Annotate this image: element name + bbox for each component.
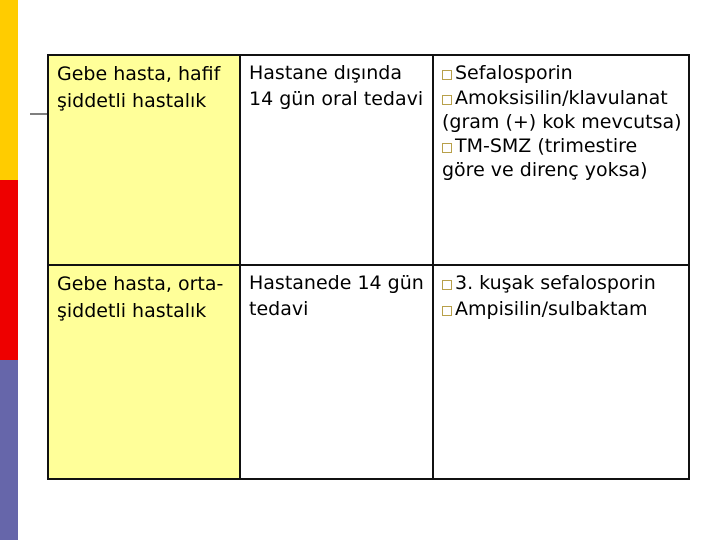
drug-item: TM-SMZ (trimestire göre ve direnç yoksa): [442, 135, 648, 181]
bullet-icon: [442, 280, 452, 290]
treatment-table: [47, 54, 690, 480]
drug-item: Sefalosporin: [442, 60, 682, 86]
accent-bar-purple: [0, 360, 18, 540]
condition-cell: [48, 55, 240, 265]
bullet-icon: [442, 306, 452, 316]
treatment-cell: [240, 55, 433, 265]
treatment-text: Hastanede 14 gün tedavi: [249, 272, 424, 320]
table-row: [48, 55, 689, 265]
drug-item: 3. kuşak sefalosporin: [442, 270, 682, 296]
accent-bar-red: [0, 180, 18, 360]
treatment-text: Hastane dışında 14 gün oral tedavi: [249, 62, 424, 110]
drug-item: Ampisilin/sulbaktam: [442, 296, 682, 322]
condition-text: Gebe hasta, hafif şiddetli hastalık: [57, 63, 221, 112]
drugs-cell: [433, 55, 689, 265]
treatment-cell: [240, 265, 433, 479]
condition-cell: [48, 265, 240, 479]
drugs-cell: [433, 265, 689, 479]
drug-item: Amoksisilin/klavulanat (gram (+) kok mevcutsa): [442, 87, 682, 133]
bullet-icon: [442, 143, 452, 153]
bullet-icon: [442, 95, 452, 105]
table-row: [48, 265, 689, 479]
bullet-icon: [442, 70, 452, 80]
accent-bar-yellow: [0, 0, 18, 180]
condition-text: Gebe hasta, orta-şiddetli hastalık: [57, 273, 224, 322]
